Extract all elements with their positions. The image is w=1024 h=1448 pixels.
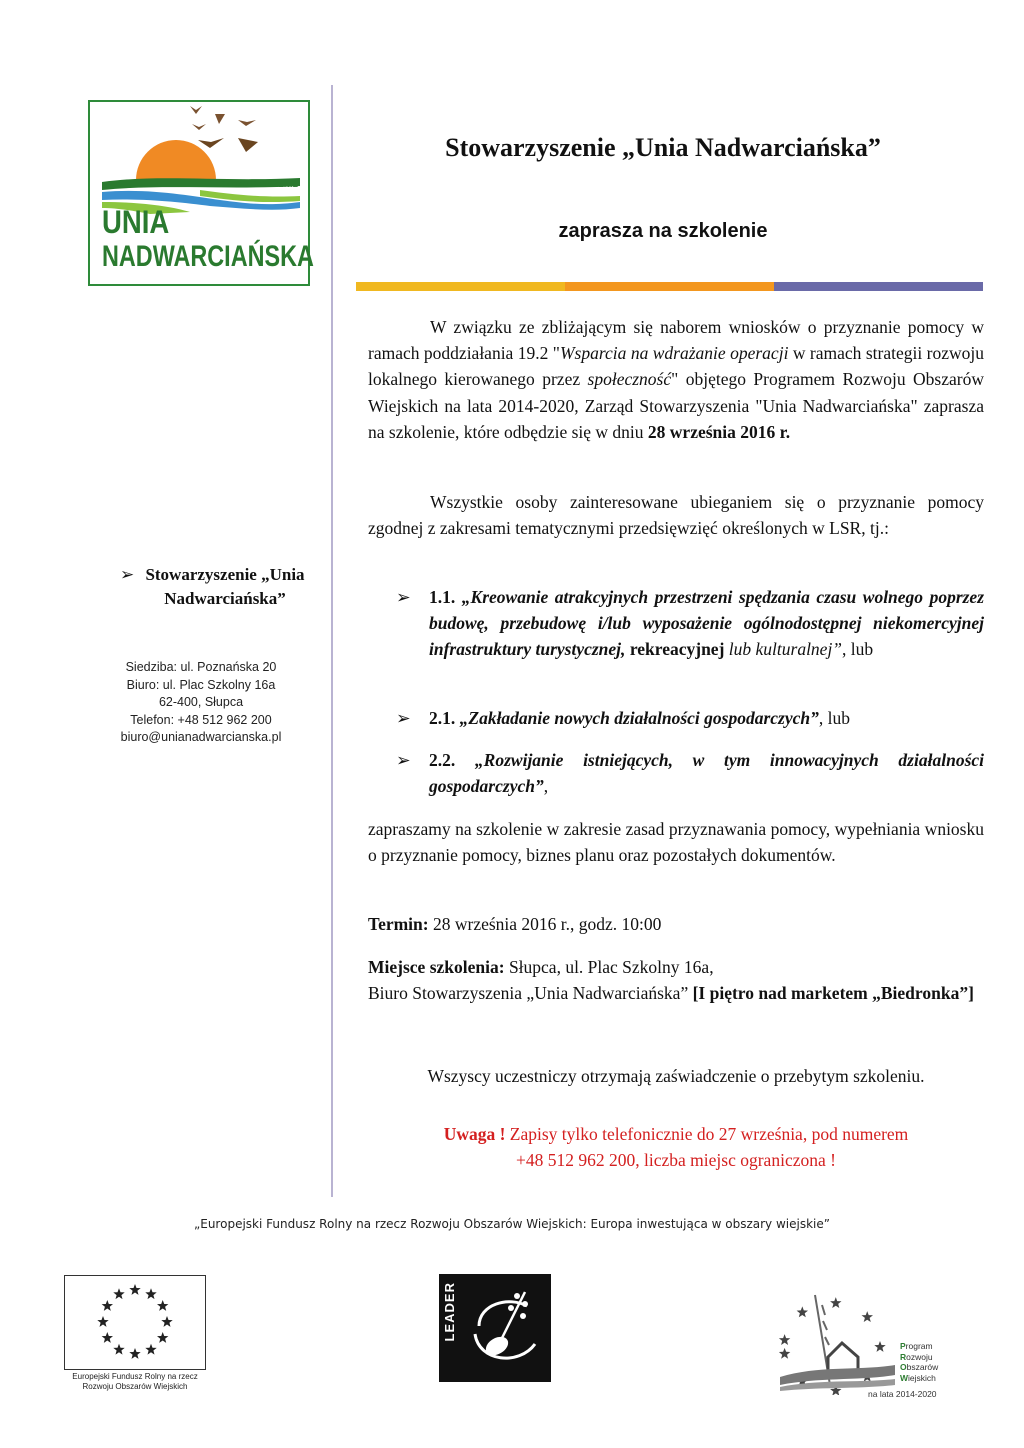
termin-line — [368, 911, 984, 937]
item-tail: , — [543, 776, 549, 797]
prow-line: Obszarów — [900, 1362, 939, 1372]
prow-emblem-icon — [770, 1285, 900, 1395]
item-title-bold: rekreacyjnej — [625, 639, 725, 660]
color-bar — [356, 282, 983, 291]
text-span-italic: społeczność — [587, 369, 672, 390]
alert-line2: +48 512 962 200, liczba miejsc ograniczona ! — [516, 1150, 836, 1170]
location-block — [368, 954, 984, 1006]
termin-value: 28 września 2016 r., godz. 10:00 — [428, 914, 662, 934]
eu-star-icon — [102, 1300, 113, 1311]
alert-line1: Zapisy tylko telefonicznie do 27 września, pod numerem — [505, 1124, 909, 1144]
page-title: Stowarzyszenie „Unia Nadwarciańska” — [445, 133, 881, 162]
prow-line: Rozwoju — [900, 1351, 933, 1362]
eu-fund-quote: „Europejski Fundusz Rolny na rzecz Rozwoju Obszarów Wiejskich: Europa inwestująca w obszary wiejskie” — [194, 1217, 830, 1231]
item-title: „Rozwijanie istniejących, w tym innowacyjnych działalności gospodarczych” — [429, 750, 985, 797]
text-span: W związku ze zbliżającym się naborem wniosków o przyznanie pomocy w ramach poddziałania 19.2 " — [368, 317, 984, 364]
certificate-note: Wszyscy uczestniczy otrzymają zaświadczenie o przebytym szkoleniu. — [427, 1066, 925, 1086]
sidebar-org-name: Stowarzyszenie „Unia Nadwarciańska” — [145, 565, 305, 608]
eu-star-icon — [145, 1288, 156, 1299]
location-note: [I piętro nad marketem „Biedronka”] — [692, 983, 974, 1004]
eligibility-paragraph: Wszystkie osoby zainteresowane ubieganiem się o przyznanie pomocy zgodnej z zakresami tematycznymi przedsięwzięć określonych w LSR, tj.: — [368, 492, 984, 539]
eu-caption-line: Rozwoju Obszarów Wiejskich — [82, 1381, 188, 1391]
list-item — [396, 584, 984, 663]
location-label: Miejsce szkolenia: — [368, 957, 505, 977]
eu-star-icon — [129, 1348, 140, 1359]
color-bar-segment-orange — [565, 282, 774, 291]
color-bar-segment-yellow — [356, 282, 565, 291]
prow-star-icon — [797, 1306, 808, 1317]
prow-line: Wiejskich — [900, 1372, 936, 1383]
event-date: 28 września 2016 r. — [647, 421, 791, 442]
alert-label: Uwaga ! — [443, 1124, 506, 1144]
text-span-italic: Wsparcia na wdrażanie operacji — [559, 343, 789, 364]
location-value: Słupca, ul. Plac Szkolny 16a, — [504, 957, 714, 977]
eu-star-icon — [129, 1284, 140, 1295]
address-line: Biuro: ul. Plac Szkolny 16a — [126, 677, 276, 692]
prow-star-icon — [862, 1311, 874, 1322]
vertical-divider — [331, 85, 333, 1197]
prow-star-icon — [779, 1334, 790, 1345]
eu-star-icon — [157, 1332, 168, 1343]
prow-text — [900, 1341, 938, 1383]
association-logo — [88, 100, 314, 286]
eu-star-icon — [161, 1316, 172, 1327]
page-subtitle: zaprasza na szkolenie — [558, 220, 768, 242]
item-tail: , lub — [818, 708, 850, 728]
list-item — [396, 705, 984, 731]
logo-small-text: STOWARZYSZENIE — [220, 180, 299, 189]
prow-line: Program — [900, 1341, 933, 1351]
prow-star-icon — [779, 1348, 790, 1359]
arrow-bullet-icon: ➢ — [396, 587, 411, 607]
item-number: 1.1. — [429, 587, 456, 607]
item-title-italic: lub kulturalnej” — [724, 639, 843, 660]
prow-year: na lata 2014-2020 — [868, 1389, 937, 1399]
registration-alert — [368, 1121, 984, 1173]
eu-stars-icon — [65, 1276, 205, 1369]
location-line2: Biuro Stowarzyszenia „Unia Nadwarciańska” — [368, 983, 693, 1004]
leader-emblem-icon — [439, 1274, 551, 1382]
sidebar-address — [86, 659, 316, 747]
leader-label: LEADER — [442, 1282, 457, 1342]
termin-label: Termin: — [368, 914, 429, 934]
item-number: 2.1. — [429, 708, 456, 728]
address-line: Telefon: +48 512 962 200 — [130, 712, 272, 727]
training-scope-paragraph: zapraszamy na szkolenie w zakresie zasad przyznawania pomocy, wypełniania wniosku o przyznanie pomocy, biznes planu oraz pozostałych dokumentów. — [368, 819, 984, 866]
eu-flag-logo — [64, 1275, 206, 1370]
eu-caption-line: Europejski Fundusz Rolny na rzecz — [72, 1372, 198, 1381]
item-title: „Kreowanie atrakcyjnych przestrzeni spędzania czasu wolnego poprzez budowę, przebudowę i/lub wyposażenie ogólnodostępnej niekomercyjnej infrastruktury turystycznej, — [429, 587, 985, 660]
color-bar-segment-purple — [774, 282, 983, 291]
item-number: 2.2. — [429, 750, 456, 770]
arrow-bullet-icon: ➢ — [120, 565, 135, 584]
eu-star-icon — [97, 1316, 108, 1327]
item-title: „Zakładanie nowych działalności gospodarczych” — [459, 708, 819, 728]
item-tail: , lub — [842, 639, 874, 660]
email-address[interactable]: biuro@unianadwarcianska.pl — [120, 730, 282, 744]
text-span: w ramach strategii rozwoju lokalnego kierowanego przez — [368, 343, 985, 390]
leader-logo — [439, 1274, 551, 1382]
arrow-bullet-icon: ➢ — [396, 708, 411, 728]
intro-paragraph — [368, 314, 984, 445]
eu-star-icon — [145, 1344, 156, 1355]
text-span: " objętego Programem Rozwoju Obszarów Wiejskich na lata 2014-2020, Zarząd Stowarzyszenia "Unia Nadwarciańska" zaprasza na szkolenie, które odbędzie się w dniu — [368, 369, 984, 442]
prow-logo — [770, 1285, 960, 1399]
address-line: Siedziba: ul. Poznańska 20 — [125, 660, 277, 674]
eu-star-icon — [113, 1288, 124, 1299]
arrow-bullet-icon: ➢ — [396, 750, 411, 770]
address-line: 62-400, Słupca — [158, 695, 244, 709]
eu-star-icon — [157, 1300, 168, 1311]
prow-star-icon — [830, 1297, 841, 1308]
prow-star-icon — [874, 1341, 885, 1352]
logo-line2: NADWARCIAŃSKA — [102, 240, 314, 273]
eu-star-icon — [102, 1332, 113, 1343]
list-item — [396, 747, 984, 799]
eu-flag-caption — [64, 1372, 206, 1391]
logo-line1: UNIA — [102, 204, 170, 240]
eu-star-icon — [113, 1344, 124, 1355]
